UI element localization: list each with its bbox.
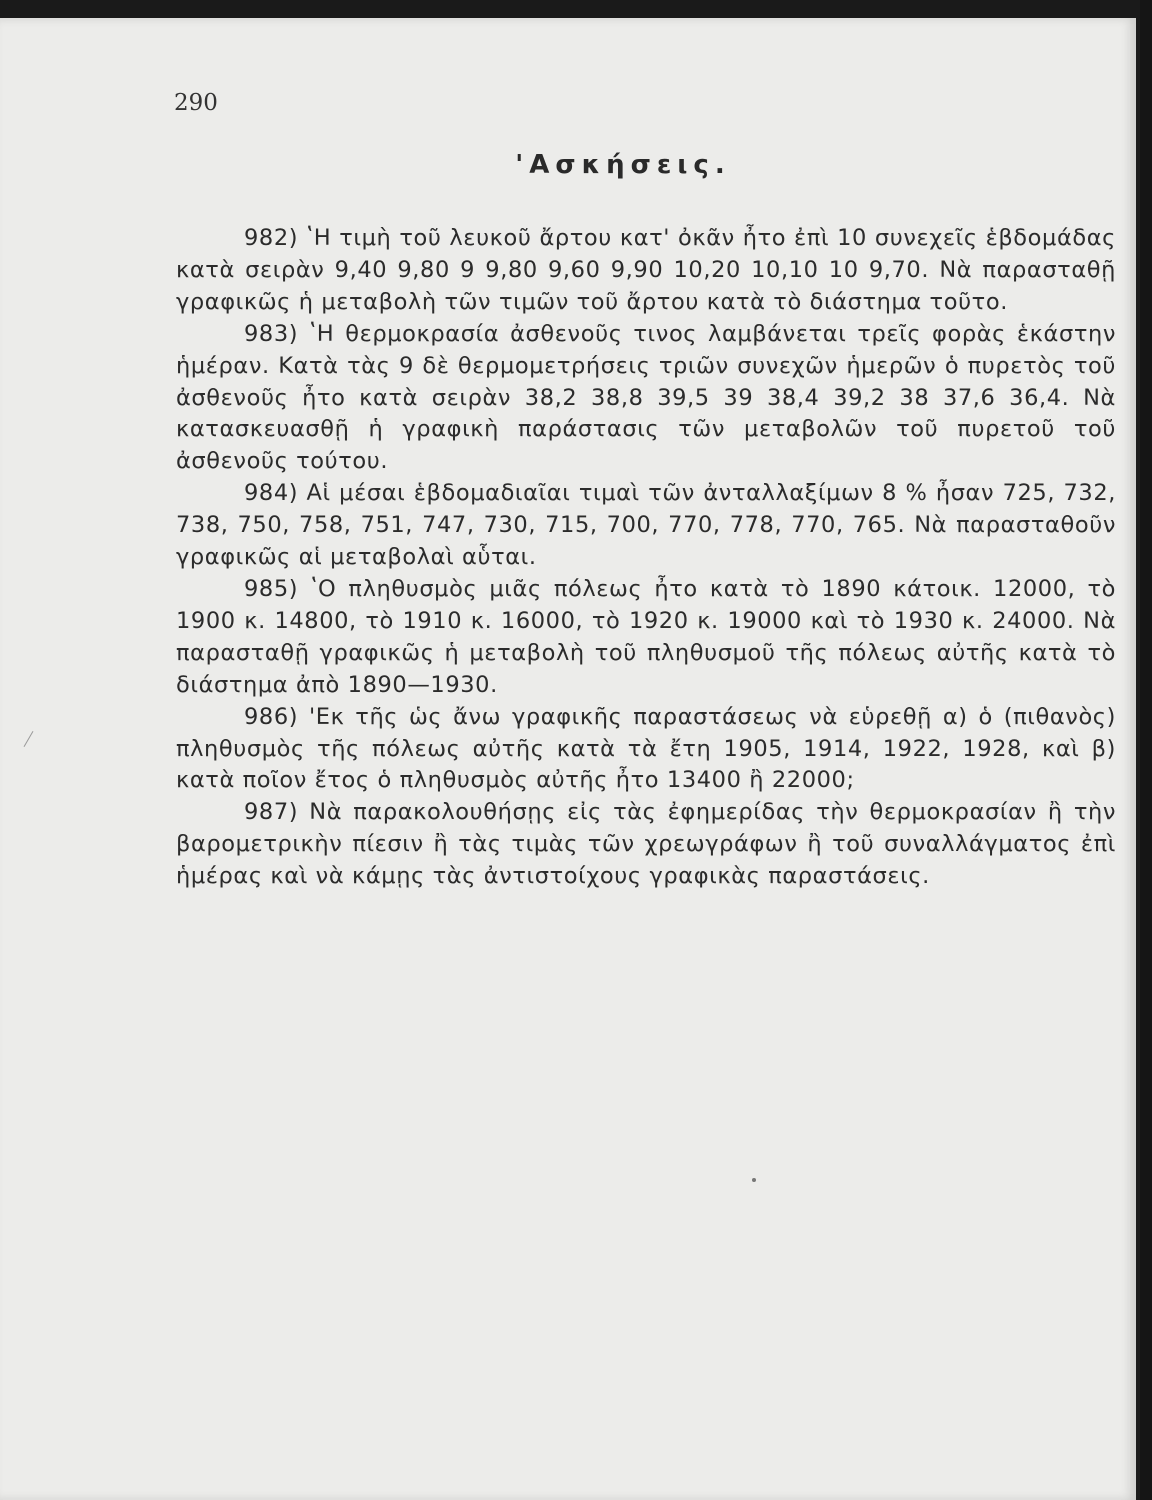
scan-speck xyxy=(752,1178,756,1182)
scan-border-top xyxy=(0,0,1152,20)
exercise-985: 985) ʽΟ πληθυσμὸς μιᾶς πόλεως ἦτο κατὰ τὸ 1890 κάτοικ. 12000, τὸ 1900 κ. 14800, τὸ 1910 κ. 16000, τὸ 1920 κ. 19000 καὶ τὸ 1930 κ. 24000. Νὰ παρασταθῇ γραφικῶς ἡ μεταβολὴ τοῦ πληθυσμοῦ τῆς πόλεως αὐτῆς κατὰ τὸ διάστημα ἀπὸ 1890—1930. xyxy=(176,575,1116,698)
scan-mark xyxy=(24,731,34,747)
exercise-986: 986) 'Εκ τῆς ὡς ἄνω γραφικῆς παραστάσεως νὰ εὑρεθῇ α) ὁ (πιθανὸς) πληθυσμὸς τῆς πόλεως αὐτῆς κατὰ τὰ ἔτη 1905, 1914, 1922, 1928, καὶ β) κατὰ ποῖον ἔτος ὁ πληθυσμὸς αὐτῆς ἦτο 13400 ἢ 22000; xyxy=(176,703,1116,794)
exercise-982: 982) ʽΗ τιμὴ τοῦ λευκοῦ ἄρτου κατ' ὀκᾶν ἦτο ἐπὶ 10 συνεχεῖς ἑβδομάδας κατὰ σειρὰν 9,40 9,80 9 9,80 9,60 9,90 10,20 10,10 10 9,70. Νὰ παρασταθῇ γραφικῶς ἡ μεταβολὴ τῶν τιμῶν τοῦ ἄρτου κατὰ τὸ διάστημα τοῦτο. xyxy=(176,225,1116,315)
exercise-984: 984) Αἱ μέσαι ἑβδομαδιαῖαι τιμαὶ τῶν ἀνταλλαξίμων 8 % ἦσαν 725, 732, 738, 750, 758, 751, 747, 730, 715, 700, 770, 778, 770, 765. Νὰ παρασταθοῦν γραφικῶς αἱ μεταβολαὶ αὗται. xyxy=(176,480,1116,571)
exercise-987: 987) Νὰ παρακολουθήσῃς εἰς τὰς ἐφημερίδας τὴν θερμοκρασίαν ἢ τὴν βαρομετρικὴν πίεσιν ἢ τὰς τιμὰς τῶν χρεωγράφων ἢ τοῦ συναλλάγματος ἐπὶ ἡμέρας καὶ νὰ κάμῃς τὰς ἀντιστοίχους γραφικὰς παραστάσεις. xyxy=(176,799,1116,890)
book-page xyxy=(0,18,1136,1500)
exercise-983: 983) ʽΗ θερμοκρασία ἀσθενοῦς τινος λαμβάνεται τρεῖς φορὰς ἑκάστην ἡμέραν. Κατὰ τὰς 9 δὲ θερμομετρήσεις τριῶν συνεχῶν ἡμερῶν ὁ πυρετὸς τοῦ ἀσθενοῦς ἦτο κατὰ σειρὰν 38,2 38,8 39,5 39 38,4 39,2 38 37,6 36,4. Νὰ κατασκευασθῇ ἡ γραφικὴ παράστασις τῶν μεταβολῶν τοῦ πυρετοῦ τοῦ ἀσθενοῦς τούτου. xyxy=(176,320,1116,475)
page-number: 290 xyxy=(174,90,218,116)
exercise-list xyxy=(176,223,1116,893)
section-heading: 'Ασκήσεις. xyxy=(515,150,731,180)
scan-border-right xyxy=(1140,0,1152,1500)
